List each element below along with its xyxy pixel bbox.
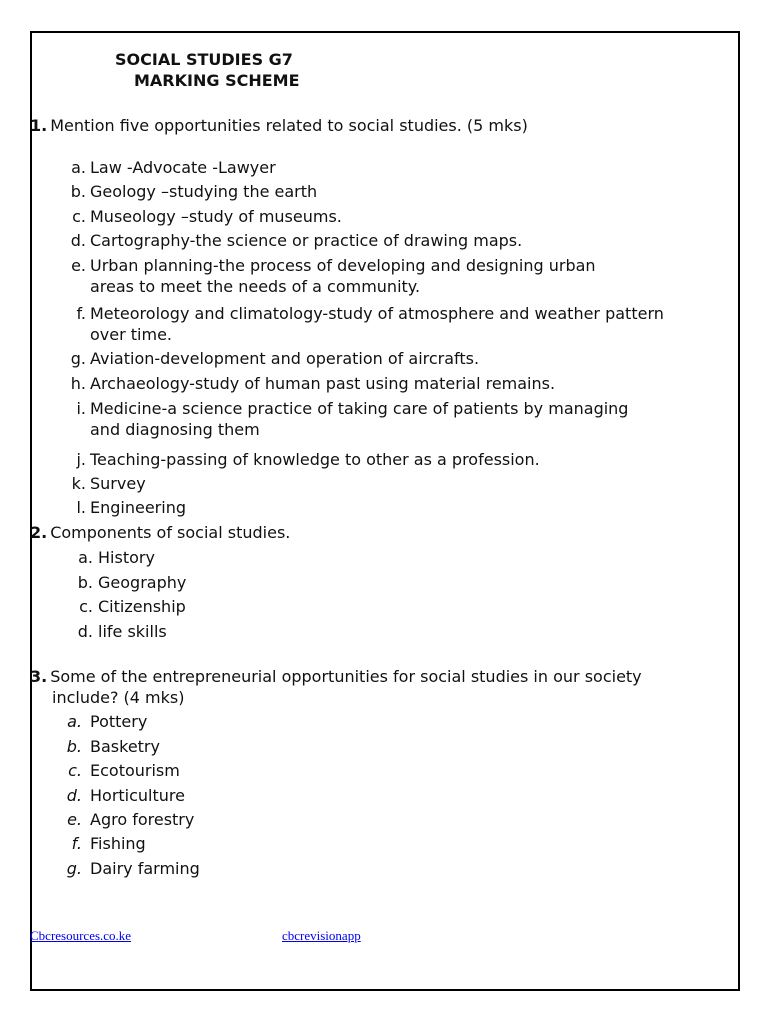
list-marker: e. — [67, 810, 82, 829]
list-marker: g. — [70, 349, 86, 368]
list-item-text: History — [98, 548, 155, 567]
list-item-text: Teaching-passing of knowledge to other as a profession. — [90, 450, 540, 469]
footer-link-cbcrevisionapp[interactable]: cbcrevisionapp — [282, 928, 361, 943]
list-item-text: Survey — [90, 474, 146, 493]
list-marker: a. — [67, 712, 82, 731]
list-marker: i. — [76, 399, 86, 418]
list-marker: c. — [72, 207, 86, 226]
document-subtitle: MARKING SCHEME — [134, 71, 300, 90]
question-text-line2: include? (4 mks) — [52, 688, 185, 707]
question-number: 2. — [30, 523, 48, 542]
list-marker: c. — [68, 761, 82, 780]
list-marker: a. — [78, 548, 93, 567]
list-item-text: Archaeology-study of human past using material remains. — [90, 374, 556, 393]
list-marker: f. — [71, 834, 82, 853]
list-item-text: Medicine-a science practice of taking care of patients by managing — [90, 399, 629, 418]
list-item-text: Law -Advocate -Lawyer — [90, 158, 276, 177]
list-marker: e. — [71, 256, 86, 275]
list-item-text-continued: over time. — [90, 325, 172, 344]
list-item-text: Meteorology and climatology-study of atmosphere and weather pattern — [90, 304, 664, 323]
list-item-text: Pottery — [90, 712, 148, 731]
question-2 — [30, 522, 290, 543]
list-item-text-continued: and diagnosing them — [90, 420, 260, 439]
question-number: 1. — [30, 116, 48, 135]
list-marker: f. — [76, 304, 86, 323]
question-text: Mention five opportunities related to social studies. (5 mks) — [50, 116, 528, 135]
list-marker: h. — [70, 374, 86, 393]
list-item-text: Urban planning-the process of developing and designing urban — [90, 256, 596, 275]
list-marker: j. — [76, 450, 86, 469]
list-item-text: Basketry — [90, 737, 160, 756]
list-item-text: Engineering — [90, 498, 186, 517]
list-item-text: Cartography-the science or practice of drawing maps. — [90, 231, 523, 250]
list-marker: b. — [66, 737, 82, 756]
list-item-text: Agro forestry — [90, 810, 195, 829]
question-3-continued — [52, 687, 184, 708]
list-item-text: Ecotourism — [90, 761, 180, 780]
question-3 — [30, 666, 642, 687]
list-item-text: Dairy farming — [90, 859, 200, 878]
question-text: Components of social studies. — [50, 523, 291, 542]
list-marker: b. — [77, 573, 93, 592]
list-item-text: Fishing — [90, 834, 146, 853]
document-title: SOCIAL STUDIES G7 — [115, 50, 293, 69]
list-item-text-continued: areas to meet the needs of a community. — [90, 277, 421, 296]
list-marker: k. — [71, 474, 86, 493]
list-item-text: Aviation-development and operation of aircrafts. — [90, 349, 480, 368]
list-item-text: Museology –study of museums. — [90, 207, 342, 226]
list-item-text: Geology –studying the earth — [90, 182, 318, 201]
question-number: 3. — [30, 667, 48, 686]
list-marker: d. — [77, 622, 93, 641]
list-marker: a. — [71, 158, 86, 177]
question-1 — [30, 115, 528, 136]
list-marker: g. — [66, 859, 82, 878]
question-text-line1: Some of the entrepreneurial opportunities for social studies in our society — [50, 667, 642, 686]
list-marker: d. — [70, 231, 86, 250]
list-marker: l. — [76, 498, 86, 517]
list-item-text: Horticulture — [90, 786, 185, 805]
list-item-text: Citizenship — [98, 597, 186, 616]
list-marker: d. — [66, 786, 82, 805]
footer-link-cbcresources[interactable]: Cbcresources.co.ke — [30, 928, 132, 943]
list-marker: c. — [79, 597, 93, 616]
list-item-text: life skills — [98, 622, 167, 641]
list-marker: b. — [70, 182, 86, 201]
list-item-text: Geography — [98, 573, 187, 592]
